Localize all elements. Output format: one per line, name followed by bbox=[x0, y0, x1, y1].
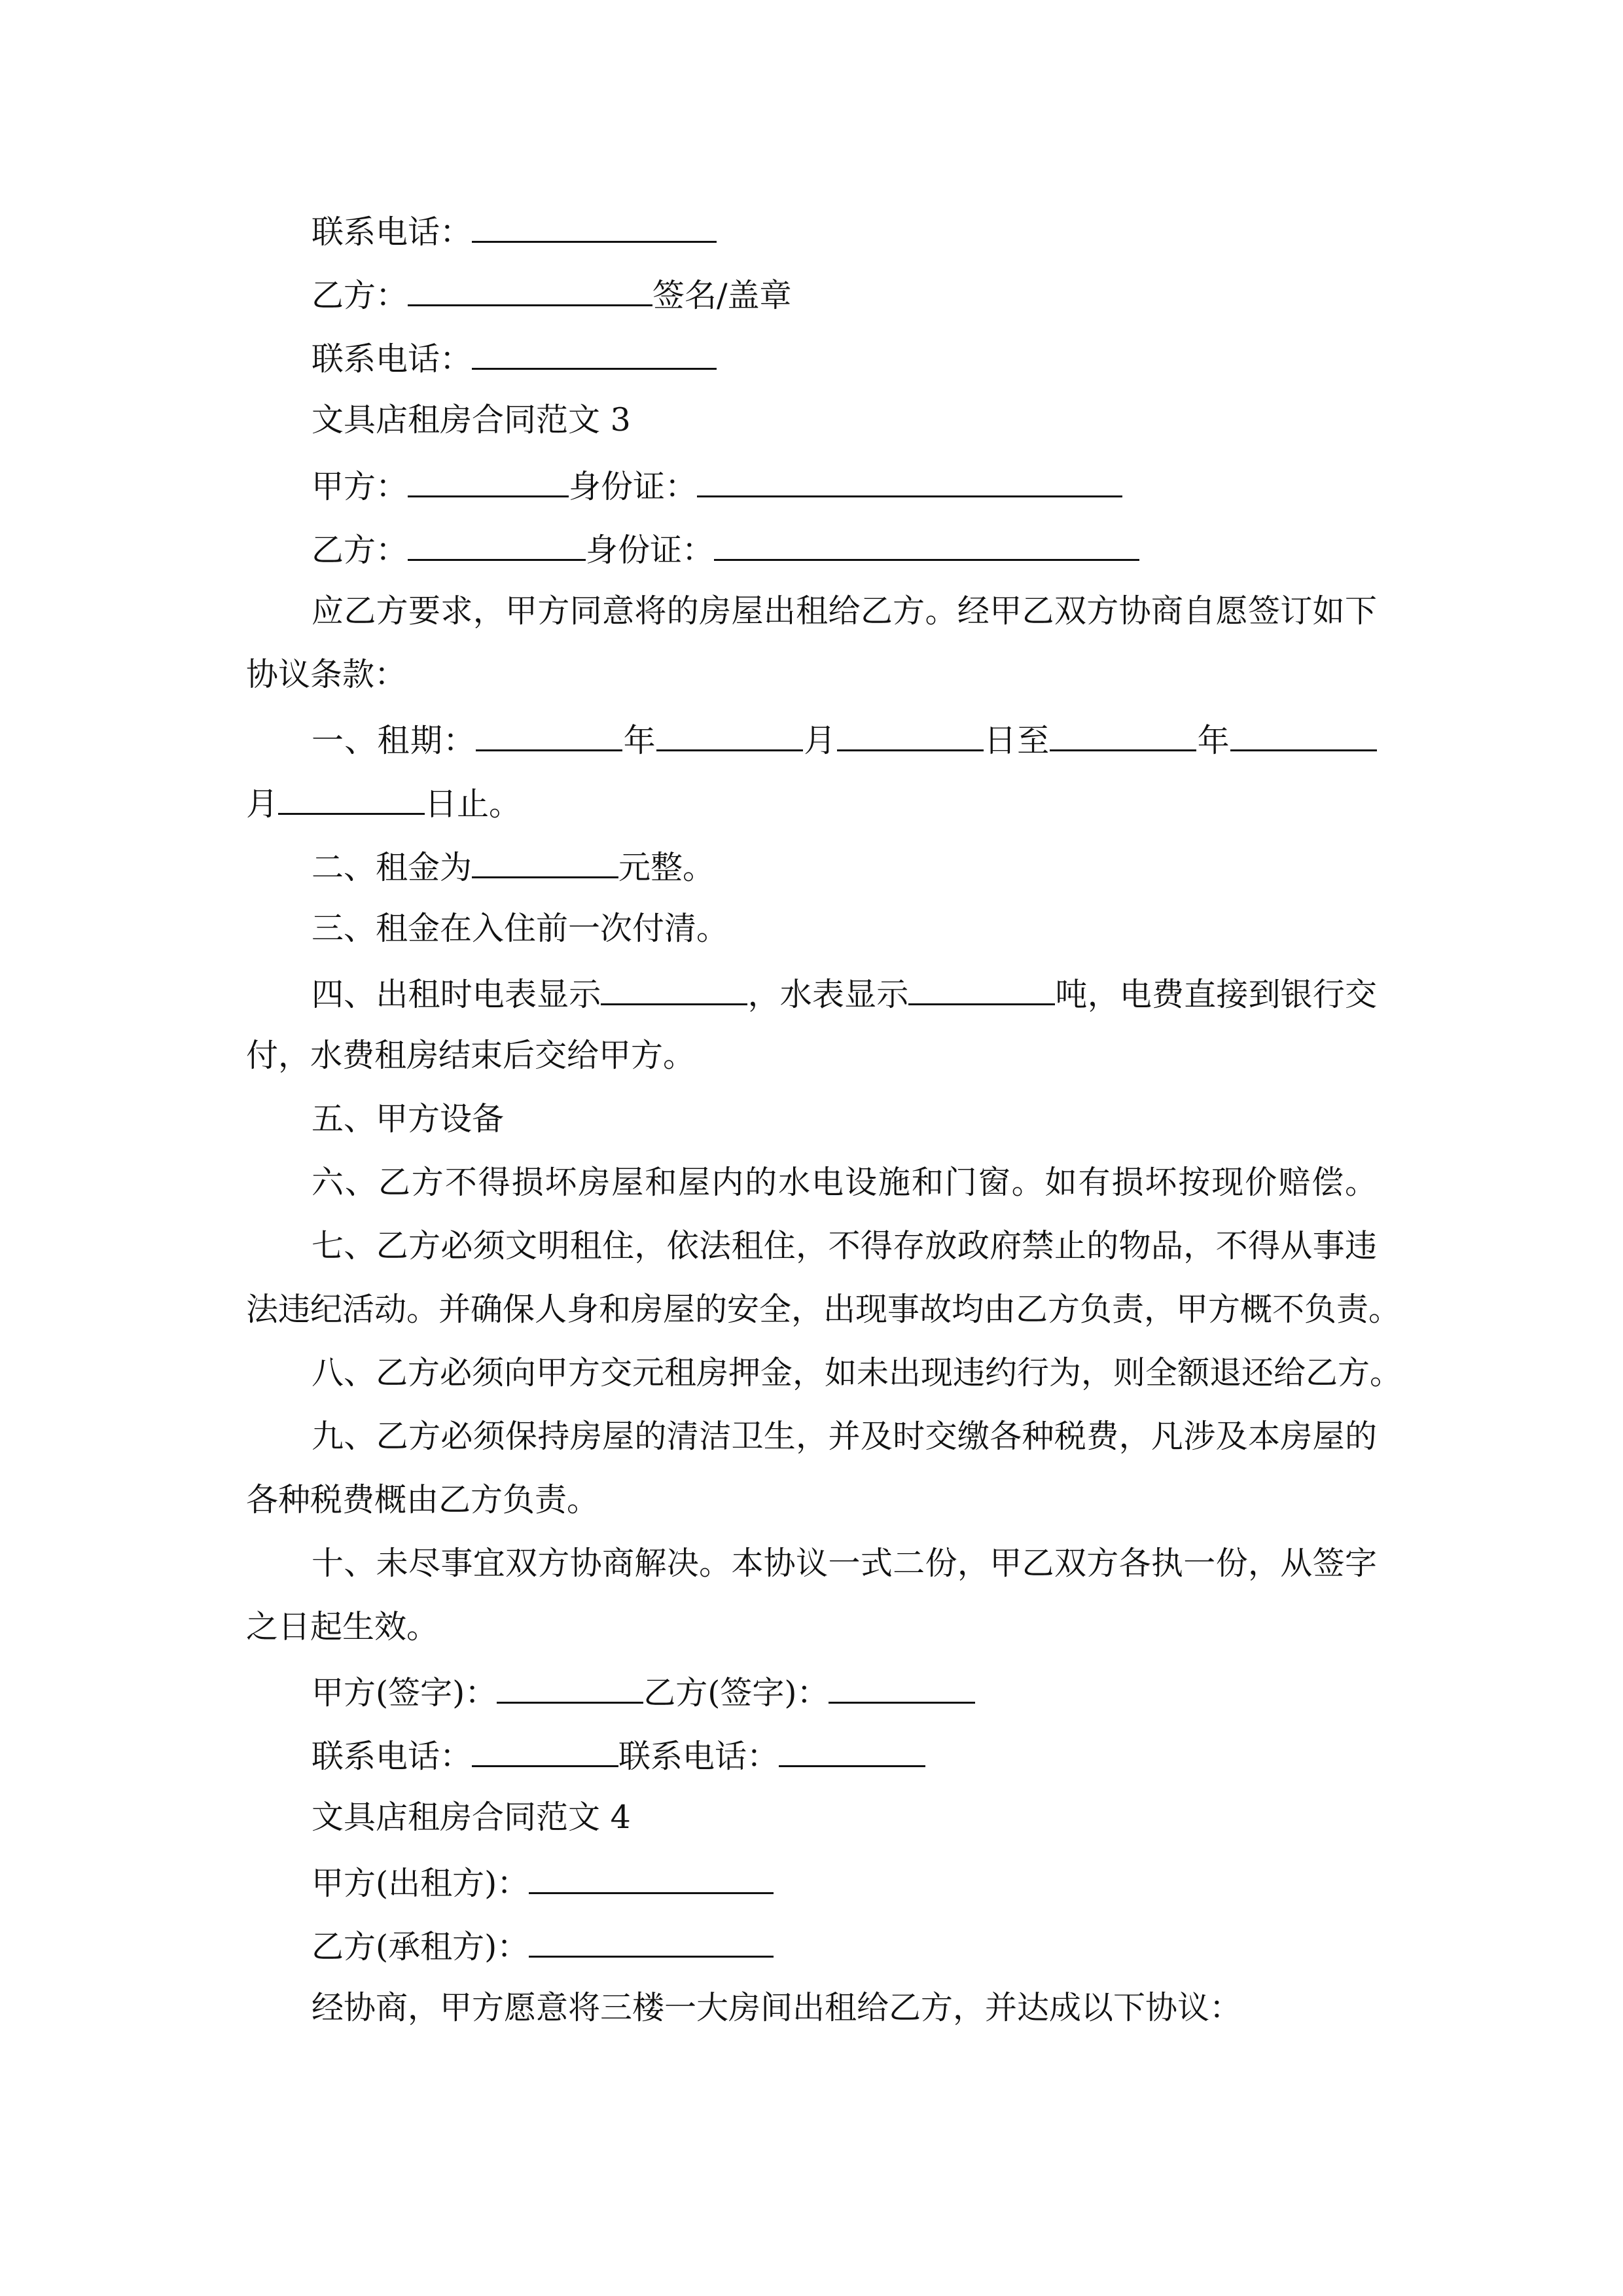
water-meter-label: ，水表显示 bbox=[747, 976, 909, 1013]
party-a-phone-label: 联系电话： bbox=[312, 1738, 473, 1775]
lessor-blank bbox=[529, 1862, 774, 1894]
party-b-signature-line bbox=[312, 274, 792, 315]
party-b-blank bbox=[408, 529, 586, 561]
party-b-phone-label: 联系电话： bbox=[618, 1738, 779, 1775]
id-card-label: 身份证： bbox=[586, 531, 715, 569]
term-10-line-1: 十、未尽事宜双方协商解决。本协议一式二份，甲乙双方各执一份，从签字 bbox=[312, 1545, 1377, 1582]
id-card-blank bbox=[714, 529, 1139, 561]
year-blank bbox=[476, 719, 622, 751]
party-b-label: 乙方： bbox=[312, 277, 408, 314]
contact-phones-line bbox=[312, 1735, 925, 1776]
lessee-label: 乙方(承租方)： bbox=[312, 1928, 529, 1965]
lessee-line bbox=[312, 1926, 774, 1966]
section-title-3: 文具店租房合同范文 3 bbox=[312, 401, 631, 439]
id-card-blank bbox=[697, 465, 1122, 497]
contact-phone-blank bbox=[472, 338, 717, 370]
day-end-label: 日止。 bbox=[425, 785, 522, 823]
party-a-phone-blank bbox=[472, 1735, 618, 1767]
lessor-label: 甲方(出租方)： bbox=[312, 1865, 529, 1902]
day-blank bbox=[837, 719, 984, 751]
contact-phone-blank bbox=[472, 211, 717, 243]
year-blank bbox=[1050, 719, 1196, 751]
signature-seal-label: 签名/盖章 bbox=[652, 277, 792, 314]
term-4-label: 四、出租时电表显示 bbox=[312, 976, 601, 1013]
day-blank bbox=[278, 783, 425, 815]
term-4-line-2: 付，水费租房结束后交给甲方。 bbox=[246, 1037, 696, 1074]
term-2-label: 二、租金为 bbox=[312, 849, 473, 886]
term-5: 五、甲方设备 bbox=[312, 1100, 505, 1138]
water-meter-blank bbox=[908, 973, 1055, 1005]
term-4-rest: 吨，电费直接到银行交 bbox=[1055, 976, 1377, 1013]
party-a-signature-blank bbox=[497, 1672, 643, 1704]
contact-phone-line bbox=[312, 211, 717, 251]
month-label: 月 bbox=[802, 722, 837, 759]
term-2 bbox=[312, 846, 715, 887]
id-card-label: 身份证： bbox=[569, 468, 698, 505]
intro-paragraph-line-1: 应乙方要求，甲方同意将的房屋出租给乙方。经甲乙双方协商自愿签订如下 bbox=[312, 592, 1377, 630]
term-1-line-1 bbox=[312, 719, 1377, 760]
term-1-line-2 bbox=[246, 783, 521, 823]
term-9-line-2: 各种税费概由乙方负责。 bbox=[246, 1481, 599, 1518]
term-4-line-1 bbox=[312, 973, 1377, 1014]
contact-phone-label: 联系电话： bbox=[312, 213, 473, 251]
intro-paragraph-line-2: 协议条款： bbox=[246, 656, 407, 693]
section-title-4: 文具店租房合同范文 4 bbox=[312, 1799, 631, 1836]
party-b-signature-blank bbox=[829, 1672, 975, 1704]
day-to-label: 日至 bbox=[983, 722, 1050, 759]
party-b-phone-blank bbox=[779, 1735, 925, 1767]
party-b-blank bbox=[408, 274, 652, 306]
rent-amount-blank bbox=[472, 846, 618, 878]
term-3: 三、租金在入住前一次付清。 bbox=[312, 910, 729, 947]
month-label: 月 bbox=[246, 785, 279, 823]
term-1-label: 一、租期： bbox=[312, 722, 476, 759]
month-blank bbox=[656, 719, 803, 751]
contact-phone-label: 联系电话： bbox=[312, 340, 473, 378]
month-blank bbox=[1230, 719, 1377, 751]
agreement-intro: 经协商，甲方愿意将三楼一大房间出租给乙方，并达成以下协议： bbox=[312, 1989, 1242, 2026]
party-a-label: 甲方： bbox=[312, 468, 408, 505]
lessor-line bbox=[312, 1862, 774, 1903]
year-label: 年 bbox=[1196, 722, 1230, 759]
party-b-id-line bbox=[312, 529, 1139, 569]
term-2-end: 元整。 bbox=[618, 849, 715, 886]
term-9-line-1: 九、乙方必须保持房屋的清洁卫生，并及时交缴各种税费，凡涉及本房屋的 bbox=[312, 1418, 1377, 1455]
lessee-blank bbox=[529, 1926, 774, 1958]
party-a-signature-label: 甲方(签字)： bbox=[312, 1674, 497, 1712]
party-a-id-line bbox=[312, 465, 1122, 506]
year-label: 年 bbox=[622, 722, 656, 759]
electric-meter-blank bbox=[601, 973, 747, 1005]
contact-phone-line bbox=[312, 338, 717, 378]
party-b-signature-label: 乙方(签字)： bbox=[643, 1674, 829, 1712]
term-7-line-1: 七、乙方必须文明租住，依法租住，不得存放政府禁止的物品，不得从事违 bbox=[312, 1227, 1377, 1265]
party-a-blank bbox=[408, 465, 569, 497]
signature-line bbox=[312, 1672, 975, 1712]
term-10-line-2: 之日起生效。 bbox=[246, 1608, 439, 1645]
term-7-line-2: 法违纪活动。并确保人身和房屋的安全，出现事故均由乙方负责，甲方概不负责。 bbox=[246, 1291, 1401, 1328]
term-8: 八、乙方必须向甲方交元租房押金，如未出现违约行为，则全额退还给乙方。 bbox=[312, 1354, 1402, 1391]
term-6: 六、乙方不得损坏房屋和屋内的水电设施和门窗。如有损坏按现价赔偿。 bbox=[312, 1164, 1377, 1201]
party-b-label: 乙方： bbox=[312, 531, 408, 569]
